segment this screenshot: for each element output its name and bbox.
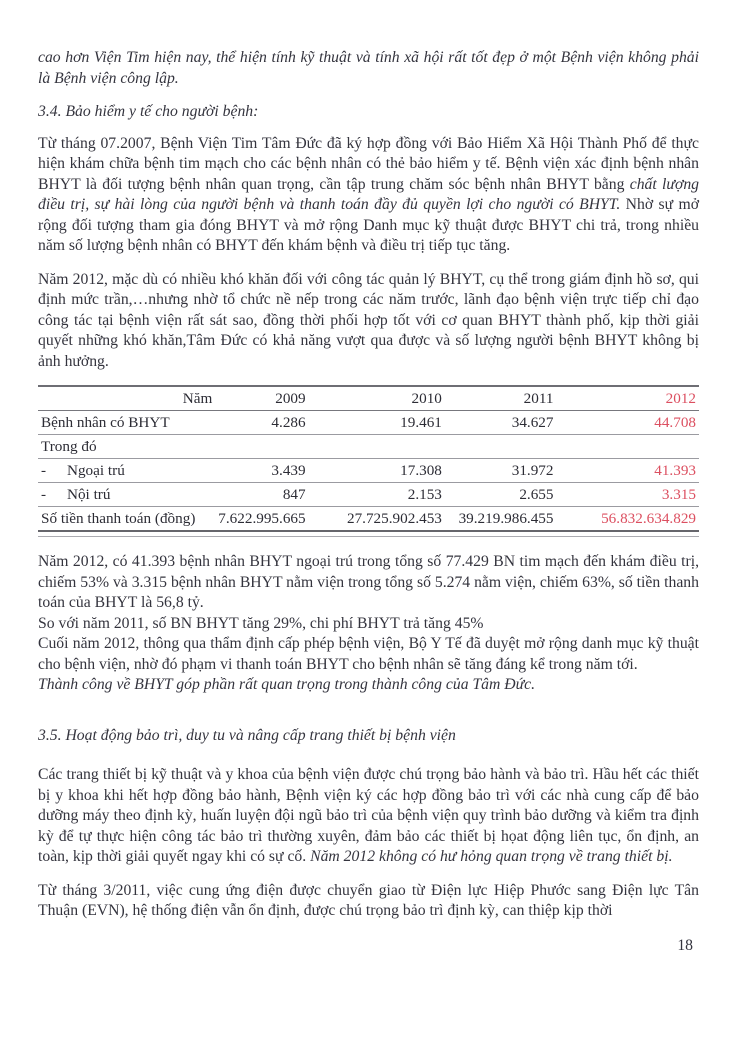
table-cell (445, 435, 557, 459)
paragraph-2012-results: Năm 2012, có 41.393 bệnh nhân BHYT ngoại trú trong tổng số 77.429 BN tim mạch đến khám điều trị, chiếm 53% và 3.315 bệnh nhân BHYT nằm viện trong tổng số 5.274 nằm viện, chiếm 63%, số tiền thanh toán của BHYT là 56,8 tỷ. (38, 553, 699, 611)
paragraph-2011-comparison: So với năm 2011, số BN BHYT tăng 29%, chi phí BHYT trả tăng 45% (38, 614, 484, 632)
table-cell: 34.627 (511, 414, 554, 431)
table-cell: 44.708 (654, 414, 696, 431)
row-label-text: Ngoại trú (67, 462, 125, 479)
text-run: Các trang thiết bị kỹ thuật và y khoa của bệnh viện được chú trọng bảo hành và bảo trì. Hầu hết các thiết bị y khoa khi hết hợp đồng bảo hành, Bệnh viện ký các hợp đồng bảo trì với các nhà cung cấp để bảo dưỡng máy theo định kỳ, huấn luyện đội ngũ bảo trì của bệnh viện quy trình bảo dưỡng và kiểm tra định kỳ để tự thực hiện công tác bảo trì thường xuyên, đảm bảo các thiết bị họat động liên tục, ổn định, an toàn, kịp thời giải quyết ngay khi có sự cố. (38, 766, 699, 865)
table-row (38, 459, 699, 483)
table-cell: 27.725.902.453 (346, 510, 442, 527)
row-label: Số tiền thanh toán (đồng) (41, 510, 196, 527)
table-cell: 847 (282, 486, 306, 503)
table-row (38, 483, 699, 507)
paragraph-intro: cao hơn Viện Tim hiện nay, thể hiện tính kỹ thuật và tính xã hội rất tốt đẹp ở một Bệnh viện không phải là Bệnh viện công lập. (38, 49, 699, 87)
table-total-row (38, 507, 699, 532)
table-header-row (38, 386, 699, 411)
table-cell: 39.219.986.455 (458, 510, 554, 527)
section-3-4-heading: 3.4. Bảo hiểm y tế cho người bệnh: (38, 103, 259, 120)
table-cell (556, 435, 699, 459)
row-label: Bệnh nhân có BHYT (41, 414, 170, 431)
paragraph-moh-approval: Cuối năm 2012, thông qua thẩm định cấp phép bệnh viện, Bộ Y Tế đã duyệt mở rộng danh mục kỹ thuật cho bệnh viện, nhờ đó phạm vi thanh toán BHYT cho bệnh nhân sẽ tăng đáng kể trong năm tới. (38, 635, 699, 673)
table-cell: 31.972 (511, 462, 554, 479)
table-cell (309, 435, 445, 459)
table-cell: 56.832.634.829 (601, 510, 696, 527)
table-cell: 2.655 (519, 486, 554, 503)
paragraph-electricity: Từ tháng 3/2011, việc cung ứng điện được chuyển giao từ Điện lực Hiệp Phước sang Điện lực Tân Thuận (EVN), hệ thống điện vẫn ổn định, được chú trọng bảo trì định kỳ, can thiệp kịp thời (38, 881, 699, 919)
table-header-cell: 2011 (523, 390, 554, 407)
section-3-5-heading: 3.5. Hoạt động bảo trì, duy tu và nâng cấp trang thiết bị bệnh viện (38, 726, 456, 744)
paragraph-bhyt-success: Thành công về BHYT góp phần rất quan trọng trong thành công của Tâm Đức. (38, 676, 536, 693)
table-cell: 3.315 (661, 486, 696, 503)
text-run: Nhờ sự mở rộng đối tượng tham gia đóng BHYT và mở rộng Danh mục kỹ thuật được BHYT chi trả, trong nhiều năm số lượng bệnh nhân có BHYT đến khám bệnh và điều trị tiếp tục tăng. (38, 196, 699, 254)
bhyt-statistics-table (38, 385, 699, 532)
text-run: Từ tháng 07.2007, Bệnh Viện Tim Tâm Đức đã ký hợp đồng với Bảo Hiểm Xã Hội Thành Phố để thực hiện khám chữa bệnh tim mạch cho các bệnh nhân có thẻ bảo hiểm y tế. Bệnh viện xác định bệnh nhân BHYT là đối tượng bệnh nhân quan trọng, cần tập trung chăm sóc bệnh nhân BHYT bằng (38, 134, 699, 193)
table-header-cell: Năm (182, 390, 213, 407)
table-cell: 17.308 (400, 462, 442, 479)
table-cell: 7.622.995.665 (218, 510, 306, 527)
paragraph-bhyt-contract (38, 134, 699, 257)
text-run-italic: chất lượng điều trị, sự hài lòng của người bệnh và thanh toán đầy đủ quyền lợi cho người có BHYT. (38, 175, 700, 213)
page-number: 18 (677, 936, 693, 954)
table-cell: 19.461 (400, 414, 442, 431)
table-header-cell: 2009 (275, 390, 306, 407)
bullet-dash: - (41, 486, 47, 503)
table-row (38, 411, 699, 435)
table-cell (215, 435, 308, 459)
text-run-italic: Năm 2012 không có hư hỏng quan trọng về trang thiết bị. (310, 848, 673, 865)
bullet-dash: - (41, 462, 47, 479)
table-header-cell-2012: 2012 (665, 390, 696, 407)
row-label (38, 459, 215, 483)
row-label-text: Nội trú (67, 486, 111, 503)
table-cell: 4.286 (271, 414, 306, 431)
paragraph-maintenance (38, 765, 699, 868)
row-label (38, 483, 215, 507)
table-cell: 3.439 (271, 462, 306, 479)
row-label: Trong đó (41, 438, 97, 455)
table-cell: 41.393 (654, 462, 696, 479)
table-row (38, 435, 699, 459)
table-bottom-rule (38, 536, 699, 537)
table-cell: 2.153 (407, 486, 442, 503)
paragraph-2012-management: Năm 2012, mặc dù có nhiều khó khăn đối với công tác quản lý BHYT, cụ thể trong giám định hồ sơ, qui định mức trần,…nhưng nhờ tổ chức nề nếp trong các năm trước, lãnh đạo bệnh viện trực tiếp chỉ đạo công tác tại bệnh viện rất sát sao, đồng thời phối hợp tốt với cơ quan BHYT thành phố, kịp thời giải quyết những khó khăn,Tâm Đức có khả năng vượt qua được và số lượng người bệnh BHYT không bị ảnh hưởng. (38, 270, 699, 370)
table-header-cell: 2010 (411, 390, 442, 407)
